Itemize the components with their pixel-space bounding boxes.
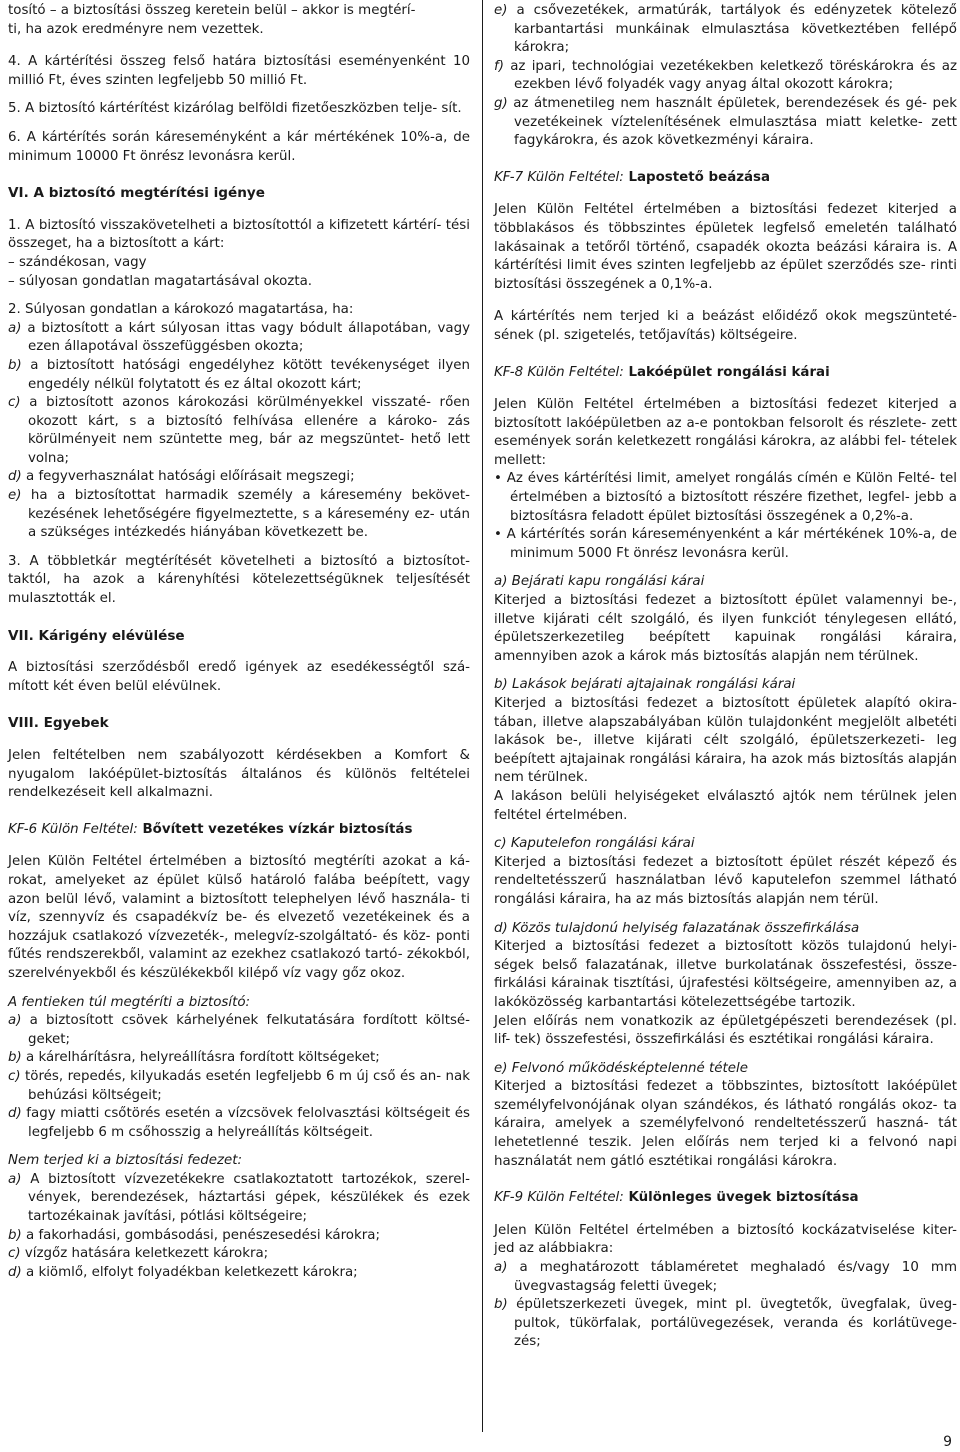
kf8-a-heading: a) Bejárati kapu rongálási kárai [494, 574, 705, 590]
section-vi-item-2e [8, 487, 470, 543]
section-vii-text: A biztosítási szerződésből eredő igények az esedékességtől szá- mított két éven belül elévülnek. [8, 660, 470, 694]
kf6-item-c: c) törés, repedés, kilyukadás esetén legfeljebb 6 m új cső és an- nak behúzási költségeit; [8, 1068, 470, 1103]
kf6-label: KF-6 Külön Feltétel: [8, 821, 138, 837]
kf7-title: Lapostető beázása [623, 169, 771, 185]
kf8-b-heading: b) Lakások bejárati ajtajainak rongálási kárai [494, 677, 796, 693]
kf9-label: KF-9 Külön Feltétel: [494, 1190, 624, 1206]
kf8-label: KF-8 Külön Feltétel: [494, 364, 624, 380]
section-vi-item-2a [8, 320, 470, 357]
kf7-heading [494, 169, 957, 188]
kf8-bullet-1: • Az éves kártérítési limit, amelyet rongálás címén e Külön Felté- tel értelmében a biztosító a biztosított részére fizethet, legfel- jebb a biztosításra feladott épület biztosítási összegének a 0,2%-a. [494, 471, 957, 524]
kf6-exclusion-d: d) a kiömlő, elfolyt folyadékban keletkezett károkra; [8, 1264, 358, 1280]
section-viii-text: Jelen feltételben nem szabályozott kérdésekben a Komfort & nyugalom lakóépület-biztosítás általános és különös feltételei rendelkezéseit kell alkalmazni. [8, 748, 470, 801]
kf6-exclusion-b: b) a fakorhadási, gombásodási, penészesedési károkra; [8, 1227, 380, 1243]
letter-d: d) [8, 469, 22, 485]
section-vii-heading: VII. Kárigény elévülése [8, 627, 185, 644]
kf7-label: KF-7 Külön Feltétel: [494, 169, 624, 185]
text-a: a biztosított a kárt súlyosan ittas vagy bódult állapotában, vagy ezen állapotával összefüggésben okozta; [21, 320, 470, 355]
section-vi-item-2d [8, 468, 470, 487]
left-column [8, 0, 470, 1282]
text-d: a fegyverhasználat hatósági előírásait megszegi; [21, 469, 355, 485]
kf8-b-text-1: Kiterjed a biztosítási fedezet a biztosított épületek alapító okira- tában, illetve alapszabályában külön tulajdonként megjelölt albetéti lakások be-, illetve kijárati célt szolgáló, épületszerkezeti- leg beépített ajtajainak rongálási káraira, ha azok más biztosítás alapján nem térülnek. [494, 696, 957, 786]
kf8-title: Lakóépület rongálási kárai [623, 364, 830, 380]
kf6-exclusions-heading: Nem terjed ki a biztosítási fedezet: [8, 1153, 242, 1169]
column-divider [482, 0, 483, 1432]
kf8-e-heading: e) Felvonó működésképtelenné tétele [494, 1060, 748, 1076]
section-vi-item-1: 1. A biztosító visszakövetelheti a biztosítottól a kifizetett kártérí- tési összeget, ha a biztosított a kárt: [8, 217, 470, 252]
letter-b: b) [8, 357, 22, 373]
right-column [494, 0, 957, 1352]
kf6-item-a: a) a biztosított csövek kárhelyének felkutatására fordított költsé- geket; [8, 1013, 470, 1047]
kf7-text-2: A kártérítés nem terjed ki a beázást előidéző okok megszünteté- sének (pl. szigetelés, tetőjavítás) költségeire. [494, 309, 957, 343]
intro-line-1: tosító – a biztosítási összeg keretein belül – akkor is megtérí- [8, 3, 416, 18]
section-vi-item-1-dash-1: – szándékosan, vagy [8, 254, 147, 270]
kf8-heading [494, 364, 957, 383]
section-vi-heading: VI. A biztosító megtérítési igénye [8, 185, 265, 202]
clause-4: 4. A kártérítési összeg felső határa biztosítási eseményenként 10 millió Ft, éves szinten legfeljebb 50 millió Ft. [8, 54, 470, 88]
kf8-text: Jelen Külön Feltétel értelmében a biztosítási fedezet kiterjed a biztosított lakóépületben az a-e pontokban felsorolt és részlete- zett események során keletkezett rongálási károkra, az alábbi fel- tételek mellett: [494, 397, 957, 468]
kf9-item-a: a) a meghatározott táblaméretet meghaladó és/vagy 10 mm üvegvastagság feletti üvegek; [494, 1260, 957, 1294]
clause-6: 6. A kártérítés során káreseményként a kár mértékének 10%-a, de minimum 10000 Ft önrész levonásra kerül. [8, 129, 470, 164]
kf8-d-text-2: Jelen előírás nem vonatkozik az épületgépészeti berendezések (pl. lif- tek) összefestési, összefirkálási és esztétikai rongálási káraira. [494, 1013, 957, 1048]
kf7-text-1: Jelen Külön Feltétel értelmében a biztosítási fedezet kiterjed a többlakásos és többszintes épületek legfelső emeletén található lakásainak a tetőről történő, csapadék okozta beázási káraira is. A kártérítési limit éves szinten legfeljebb az épület szerződés sze- rinti biztosítási összegének a 0,1%-a. [494, 202, 957, 292]
kf9-title: Különleges üvegek biztosítása [623, 1190, 859, 1206]
section-vi-item-1-dash-2: – súlyosan gondatlan magatartásával okozta. [8, 273, 313, 289]
page-number: 9 [943, 1434, 952, 1450]
kf6-heading [8, 821, 470, 840]
kf8-d-heading: d) Közös tulajdonú helyiség falazatának összefirkálása [494, 920, 860, 936]
text-b: a biztosított hatósági engedélyhez kötött tevékenységet ilyen engedély nélkül folytatott és ez által okozott kárt; [21, 357, 470, 392]
section-vi-item-2: 2. Súlyosan gondatlan a károkozó magatartása, ha: [8, 302, 354, 318]
kf9-item-b: b) épületszerkezeti üvegek, mint pl. üvegtetők, üvegfalak, üveg- pultok, tükörfalak, portálüvegezések, veranda és korlátüvege- zés; [494, 1297, 957, 1350]
kf6-exclusion-a: a) A biztosított vízvezetékekre csatlakoztatott tartozékok, szerel- vények, berendezések, háztartási gépek, készülékek és ezek tartozékainak javítási, pótlási költségeire; [8, 1171, 470, 1225]
kf8-c-heading: c) Kaputelefon rongálási kárai [494, 836, 695, 852]
kf6-text: Jelen Külön Feltétel értelmében a biztosító megtéríti azokat a ká- rokat, amelyeket az épület külső határoló falába beépített, vagy azon belül lévő, valamint a biztosított telephelyen lévő használa- ti víz, szennyvíz és csapadékvíz be- és elvezető vezetékeinek és a hozzájuk csatlakozó vízvezeték-, melegvíz-szolgáltató- és köz- ponti fűtés rendszerekből, valamint az ezekhez csatlakozó tartó- zékokból, szerelvényekből és készülékekből kilépő víz vagy gőz okoz. [8, 854, 470, 981]
kf9-heading [494, 1189, 957, 1208]
kf6-item-d: d) fagy miatti csőtörés esetén a vízcsövek felolvasztási költségeit és legfeljebb 6 m csőhosszig a helyreállítás költségeit. [8, 1106, 470, 1140]
section-vi-item-3: 3. A többletkár megtérítését követelheti a biztosító a biztosítot- taktól, ha azok a kárenyhítési kötelezettségüknek teljesítését mulasztották el. [8, 553, 470, 607]
text-e: ha a biztosítottat harmadik személy a káresemény bekövet- kezésének lehetőségére figyelmeztette, s a káresemény ez- után a szükséges intézkedés hiányában következett be. [21, 488, 470, 541]
kf6-item-b: b) a kárelhárításra, helyreállításra fordított költségeket; [8, 1050, 380, 1066]
kf9-text: Jelen Külön Feltétel értelmében a biztosító kockázatviselése kiter- jed az alábbiakra: [494, 1222, 957, 1257]
kf8-c-text: Kiterjed a biztosítási fedezet a biztosított épület részét képező és rendeltetésszerű használatban lévő kaputelefon szemmel látható rongálási káraira, ha az más biztosítás alapján nem térül. [494, 854, 957, 907]
kf6-beyond-heading: A fentieken túl megtéríti a biztosító: [8, 994, 251, 1010]
kf8-b-text-2: A lakáson belüli helyiségeket elválasztó ajtók nem térülnek jelen feltétel értelmében. [494, 788, 957, 823]
kf8-d-text-1: Kiterjed a biztosítási fedezet a biztosított közös tulajdonú helyi- ségek belső falazatának, illetve burkolatának összefestési, össze- firkálási kárainak tisztítási, újrafestési költségeire, amennyiben az, a lakóközösség karbantartási kötelezettségébe tartozik. [494, 939, 957, 1010]
section-viii-heading: VIII. Egyebek [8, 715, 109, 732]
kf6-title: Bővített vezetékes vízkár biztosítás [137, 821, 413, 837]
kf8-a-text: Kiterjed a biztosítási fedezet a biztosított épület valamennyi be-, illetve kijárati célt szolgáló, és ilyen funkciót ténylegesen ellátó, épületszerkezetileg beépített kapuinak rongálási káraira, amennyiben azok a károk más biztosítás alapján nem térülnek. [494, 593, 957, 664]
kf6-exclusion-g: g) az átmenetileg nem használt épületek, berendezések és gé- pek vezetékeinek víztelenítésének elmulasztása miatt keletke- zett fagykárokra, és azok következményi káraira. [494, 95, 957, 149]
intro-line-2: ti, ha azok eredményre nem vezettek. [8, 21, 264, 37]
clause-5: 5. A biztosító kártérítést kizárólag belföldi fizetőeszközben telje- sít. [8, 101, 462, 117]
kf8-e-text: Kiterjed a biztosítási fedezet a többszintes, biztosított lakóépület személyfelvonójának olyan szándékos, és látható rongálás okoz- ta káraira, amelyek a személyfelvonó rendeltetésszerű haszná- tát lehetetlenné teszik. Jelen előírás nem terjed ki a felvonó napi használatát nem gátló esztétikai rongálási károkra. [494, 1079, 957, 1169]
letter-e: e) [8, 488, 22, 504]
section-vi-item-2b [8, 357, 470, 394]
kf8-bullet-2: • A kártérítés során káreseményenként a kár mértékének 10%-a, de minimum 5000 Ft önrész levonásra kerül. [494, 527, 957, 561]
kf6-exclusion-f: f) az ipari, technológiai vezetékekben keletkező töréskárokra és az ezekben lévő folyadék vagy anyag által okozott károkra; [494, 58, 957, 93]
letter-c: c) [8, 395, 21, 411]
section-vi-item-2c [8, 394, 470, 468]
kf6-exclusion-e: e) a csővezetékek, armatúrák, tartályok és edényzetek kötelező karbantartási munkáinak elmulasztása következtében fellépő károkra; [494, 3, 957, 56]
text-c: a biztosított azonos károkozási körülményekkel visszaté- rően okozott kárt, s a biztosító felhívása ellenére a károko- zás körülményeit nem szüntette meg, bár az megszüntet- hető lett volna; [20, 395, 470, 466]
letter-a: a) [8, 320, 22, 336]
kf6-exclusion-c: c) vízgőz hatására keletkezett károkra; [8, 1246, 269, 1262]
